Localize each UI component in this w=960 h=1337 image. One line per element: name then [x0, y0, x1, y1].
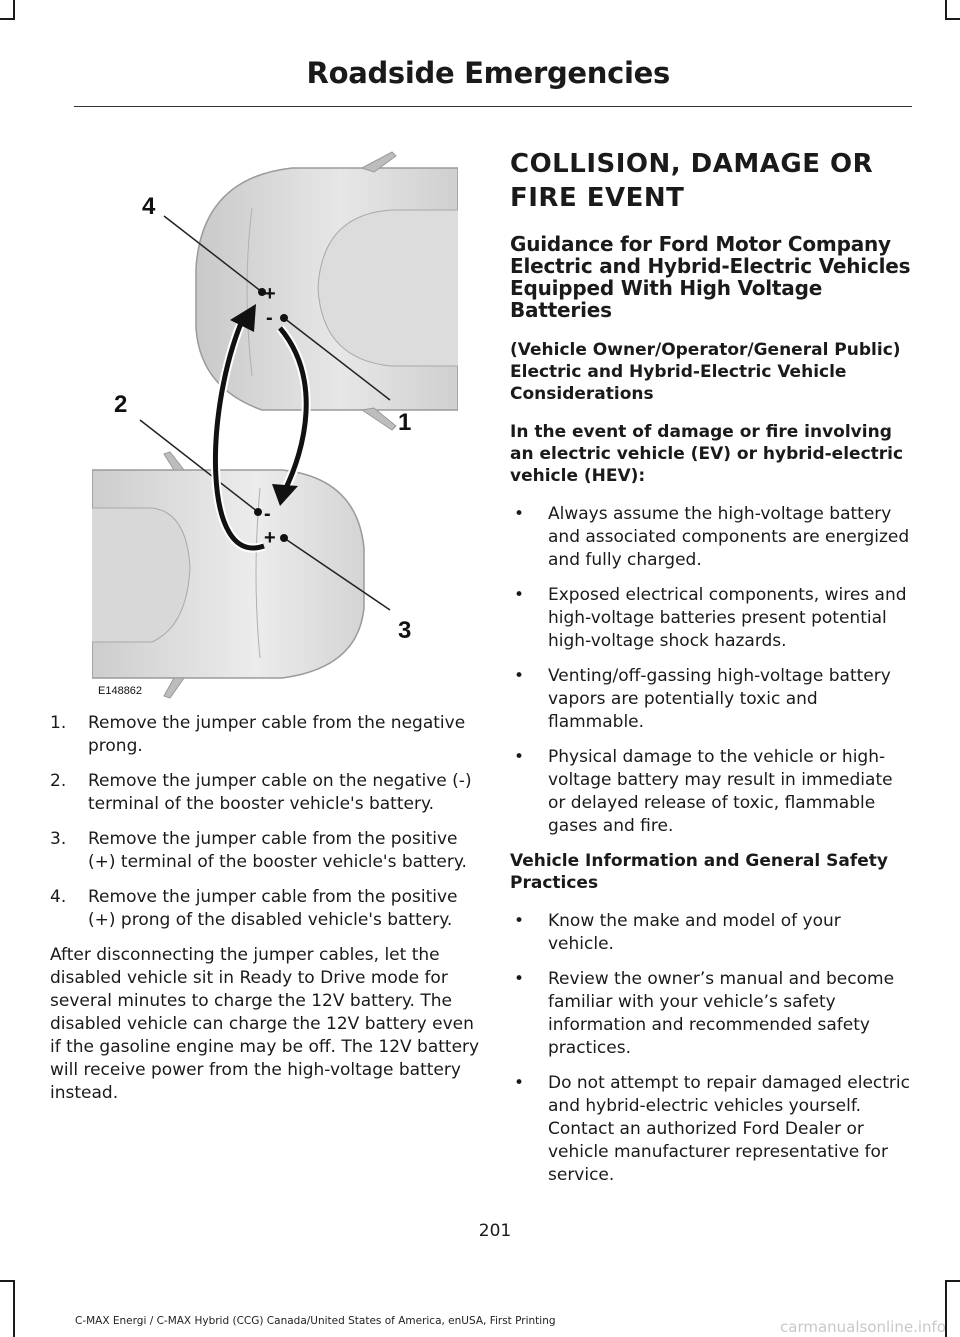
callout-number: 3 [398, 617, 412, 644]
crop-mark [13, 0, 15, 20]
list-item [50, 770, 482, 816]
event-bullet-list [510, 503, 912, 838]
list-item [50, 886, 482, 932]
callout-number: 1 [398, 409, 412, 436]
step-text: Remove the jumper cable from the positive (+) terminal of the booster vehicle's battery. [88, 829, 467, 872]
step-text: Remove the jumper cable from the positive (+) prong of the disabled vehicle's battery. [88, 887, 458, 930]
crop-mark [0, 18, 15, 20]
figure-code: E148862 [98, 685, 143, 697]
terminal-label: + [264, 527, 276, 549]
section-title: COLLISION, DAMAGE OR FIRE EVENT [510, 149, 874, 213]
terminal-label: - [264, 503, 271, 525]
left-column [50, 712, 482, 1105]
right-column [510, 142, 912, 1199]
step-text: Remove the jumper cable on the negative (-) terminal of the booster vehicle's battery. [88, 771, 472, 814]
crop-mark [945, 1280, 960, 1282]
step-number: 2. [50, 771, 67, 791]
practices-heading: Vehicle Information and General Safety Practices [510, 851, 888, 893]
callout-number: 4 [142, 193, 156, 220]
disabled-vehicle [196, 152, 458, 430]
crop-mark [0, 1280, 15, 1282]
crop-mark [13, 1280, 15, 1337]
list-item: • Physical damage to the vehicle or high-voltage battery may result in immediate or delayed release of toxic, flammable gases and fire. [510, 746, 912, 838]
terminal-label: - [266, 307, 273, 329]
terminal-label: + [264, 283, 276, 305]
list-item [50, 712, 482, 758]
jumper-cable-diagram-icon [92, 148, 458, 704]
crop-mark [945, 0, 947, 20]
considerations-heading: Electric and Hybrid-Electric Vehicle Considerations [510, 362, 847, 404]
page-number: 201 [478, 1221, 512, 1241]
section-subtitle: Guidance for Ford Motor Company Electric and Hybrid-Electric Vehicles Equipped With High Voltage Batteries [510, 232, 911, 322]
list-item: • Review the owner’s manual and become familiar with your vehicle’s safety information and recommended safety practices. [510, 968, 912, 1060]
list-item: • Do not attempt to repair damaged electric and hybrid-electric vehicles yourself. Contact an authorized Ford Dealer or vehicle manufacturer representative for service. [510, 1072, 912, 1187]
page-title: Roadside Emergencies [306, 56, 670, 90]
step-number: 3. [50, 829, 67, 849]
step-number: 1. [50, 713, 67, 733]
callout-number: 2 [114, 391, 128, 418]
list-item: • Always assume the high-voltage battery and associated components are energized and fully charged. [510, 503, 912, 572]
watermark: carmanualsonline.info [780, 1318, 946, 1336]
audience-heading: (Vehicle Owner/Operator/General Public) [510, 340, 901, 360]
list-item: • Know the make and model of your vehicle. [510, 910, 912, 956]
footer-text: C-MAX Energi / C-MAX Hybrid (CCG) Canada/United States of America, enUSA, First Printing [75, 1315, 556, 1327]
practices-bullet-list [510, 910, 912, 1187]
list-item [50, 828, 482, 874]
list-item: • Venting/off-gassing high-voltage battery vapors are potentially toxic and flammable. [510, 665, 912, 734]
header-divider [74, 106, 912, 107]
after-disconnect-paragraph: After disconnecting the jumper cables, let the disabled vehicle sit in Ready to Drive mode for several minutes to charge the 12V battery. The disabled vehicle can charge the 12V battery even if the gasoline engine may be off. The 12V battery will receive power from the high-voltage battery instead. [50, 945, 480, 1103]
removal-steps [50, 712, 482, 932]
crop-mark [945, 18, 960, 20]
event-heading: In the event of damage or fire involving an electric vehicle (EV) or hybrid-electric vehicle (HEV): [510, 422, 904, 486]
step-number: 4. [50, 887, 67, 907]
list-item: • Exposed electrical components, wires and high-voltage batteries present potential high-voltage shock hazards. [510, 584, 912, 653]
step-text: Remove the jumper cable from the negative prong. [88, 713, 466, 756]
